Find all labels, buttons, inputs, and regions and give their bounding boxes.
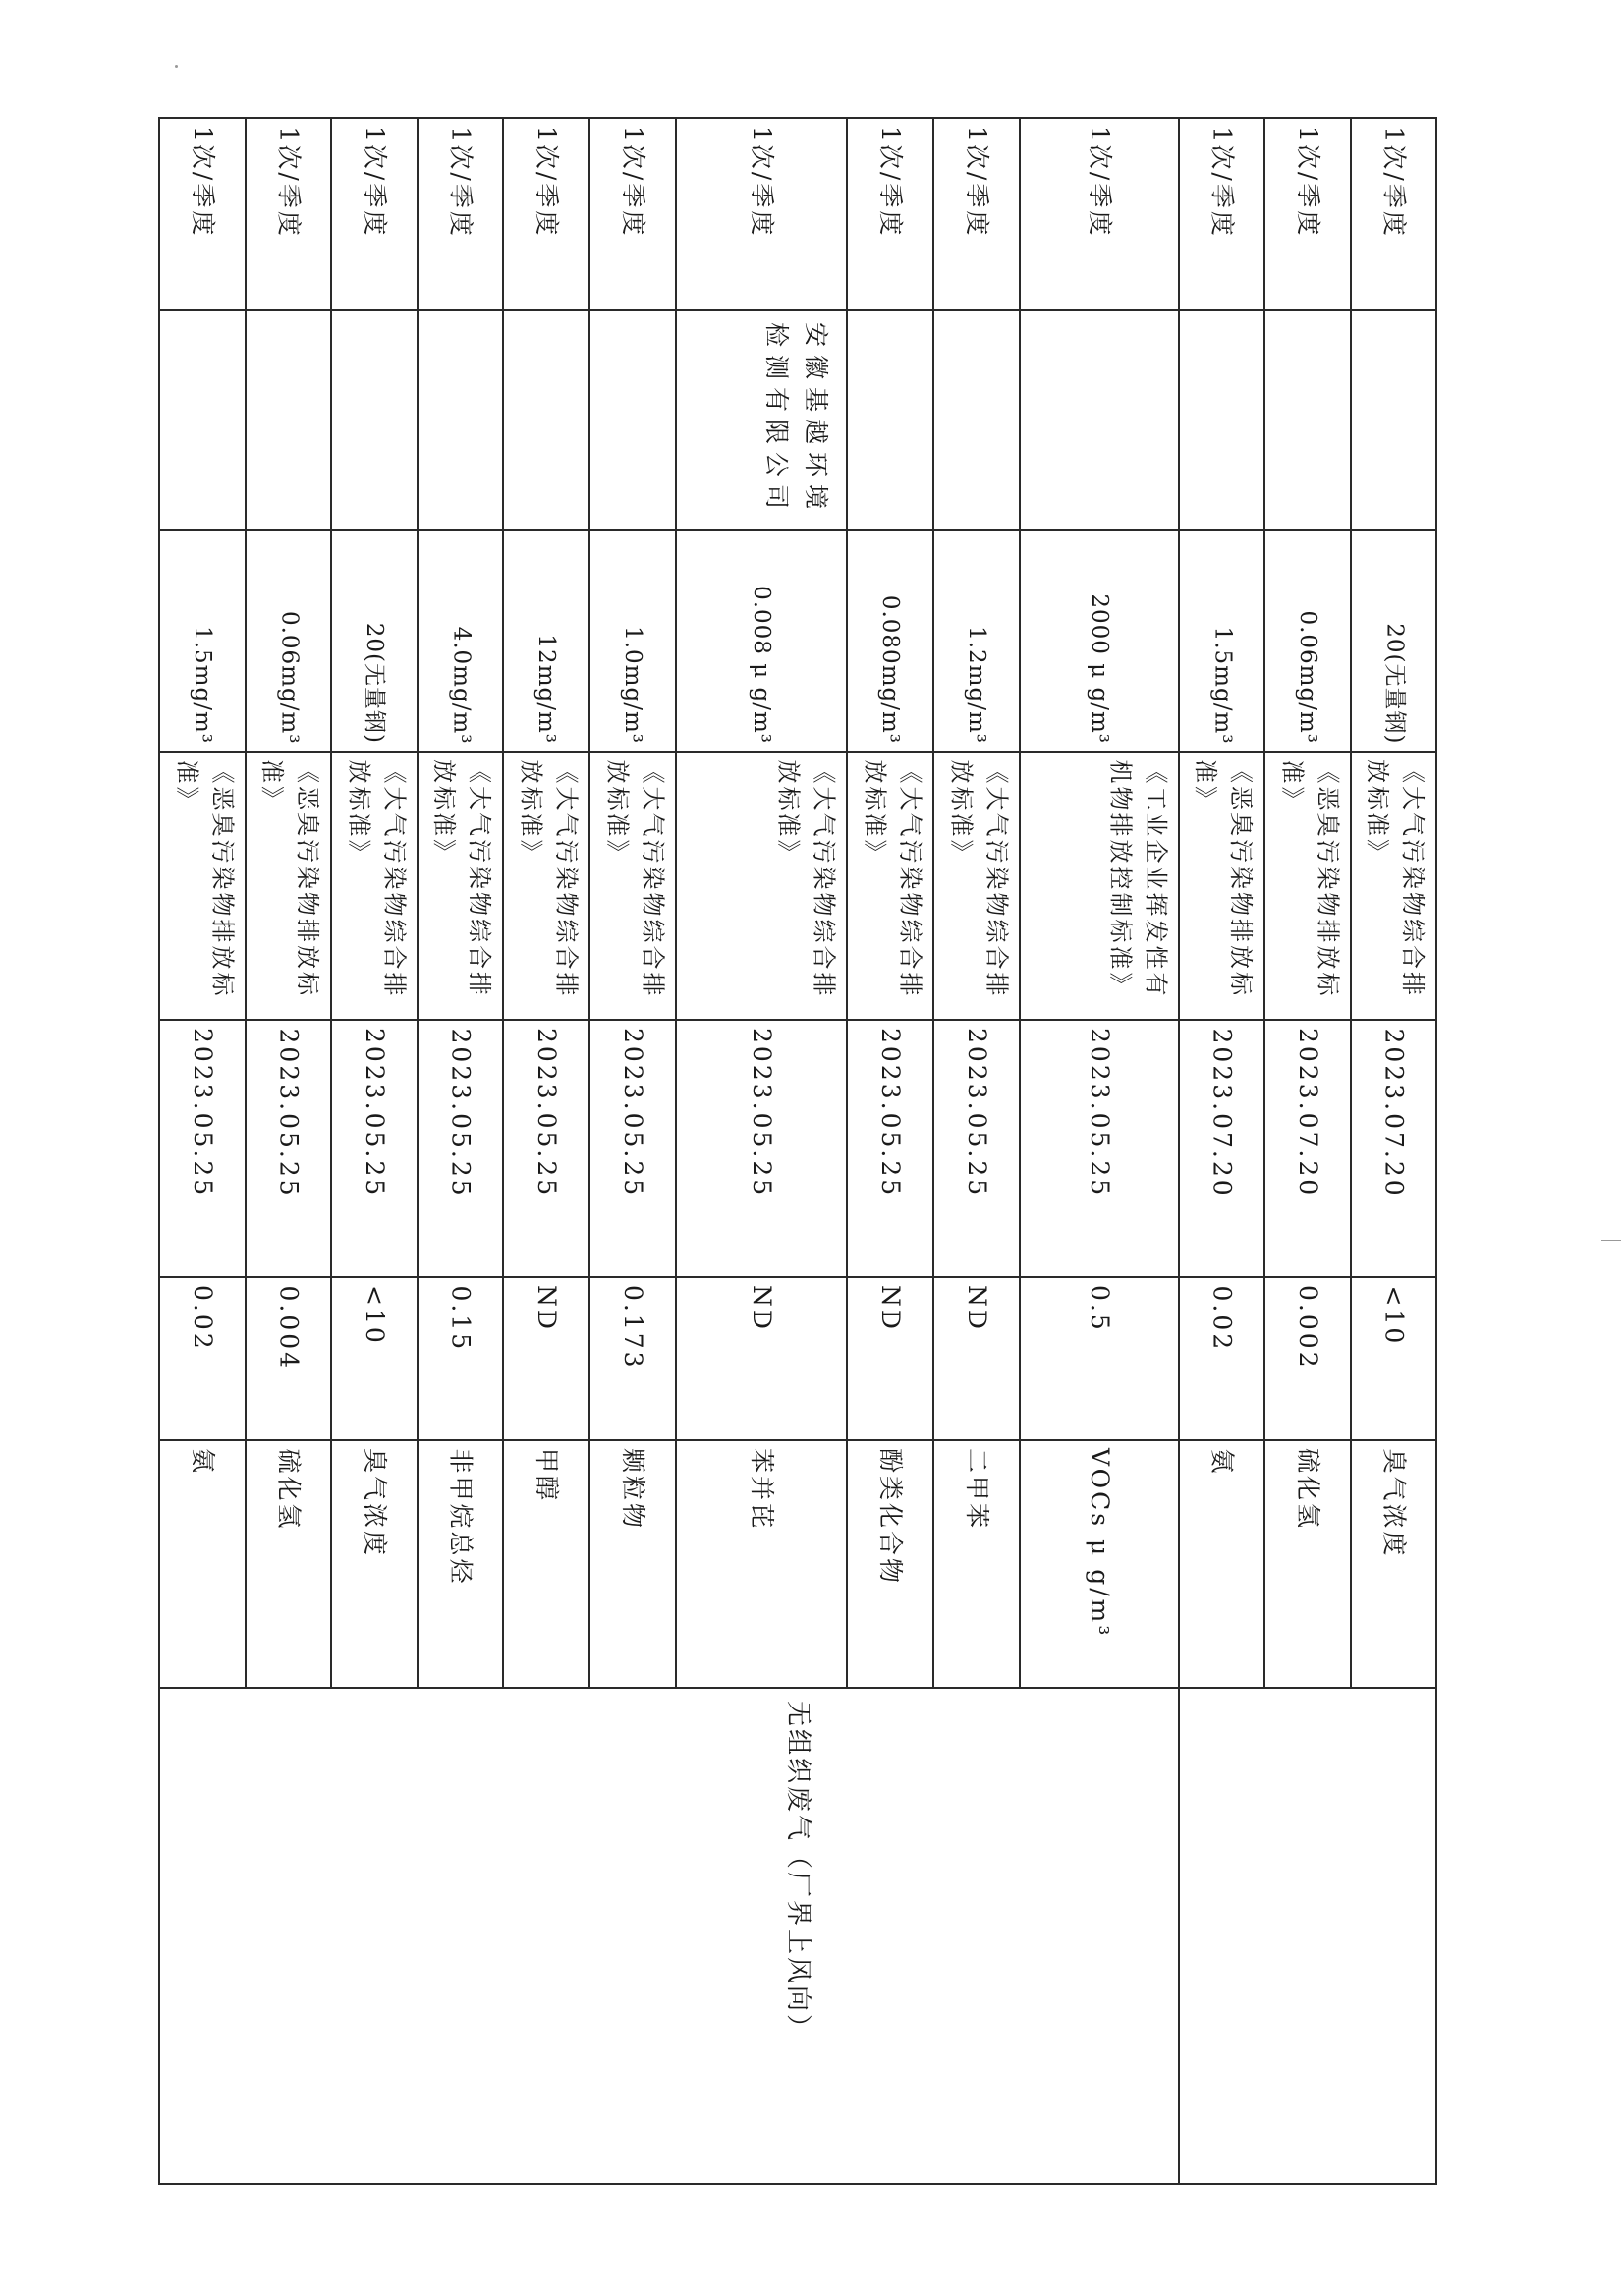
date-text: 2023.05.25 <box>963 1028 991 1199</box>
standard-text: 《大气污染物综合排放标准》 <box>517 759 580 998</box>
limit-text: 1.0mg/m³ <box>620 626 645 744</box>
cell-standard <box>246 752 331 1020</box>
cell-standard <box>1264 752 1351 1020</box>
cell-limit <box>246 530 331 752</box>
frequency-text: 1次/季度 <box>1294 126 1322 239</box>
cell-limit <box>1020 530 1179 752</box>
cell-frequency <box>1264 118 1351 310</box>
cell-standard <box>847 752 933 1020</box>
item-text: 氨 <box>1207 1448 1236 1477</box>
cell-date <box>676 1020 847 1277</box>
standard-text: 《大气污染物综合排放标准》 <box>603 759 666 998</box>
date-text: 2023.05.25 <box>274 1028 303 1199</box>
cell-standard <box>159 752 246 1020</box>
cell-value <box>418 1277 503 1440</box>
item-text: 臭气浓度 <box>1379 1448 1408 1559</box>
cell-frequency <box>589 118 676 310</box>
cell-frequency <box>503 118 589 310</box>
cell-item <box>1351 1440 1436 1688</box>
standard-text: 《大气污染物综合排放标准》 <box>947 759 1010 998</box>
item-text: 氨 <box>189 1448 217 1477</box>
cell-value <box>1264 1277 1351 1440</box>
limit-text: 2000 μ g/m³ <box>1087 593 1112 744</box>
cell-item <box>159 1440 246 1688</box>
item-text: 二甲苯 <box>963 1448 991 1532</box>
cell-date <box>246 1020 331 1277</box>
cell-item <box>847 1440 933 1688</box>
cell-frequency <box>418 118 503 310</box>
date-text: 2023.05.25 <box>189 1028 217 1199</box>
cell-standard <box>503 752 589 1020</box>
cell-standard <box>418 752 503 1020</box>
cell-limit <box>159 530 246 752</box>
cell-limit <box>589 530 676 752</box>
date-text: 2023.05.25 <box>1086 1028 1114 1199</box>
cell-item <box>503 1440 589 1688</box>
frequency-text: 1次/季度 <box>1086 126 1114 239</box>
cell-date <box>933 1020 1020 1277</box>
cell-standard <box>1020 752 1179 1020</box>
cell-value <box>1351 1277 1436 1440</box>
value-text: 0.02 <box>189 1285 217 1352</box>
frequency-text: 1次/季度 <box>189 126 217 239</box>
limit-text: 20(无量钢) <box>362 622 387 744</box>
cell-limit <box>1179 530 1264 752</box>
cell-limit <box>418 530 503 752</box>
value-text: 0.002 <box>1294 1285 1322 1371</box>
value-text: ND <box>748 1285 776 1332</box>
value-text: 0.15 <box>446 1285 475 1352</box>
cell-value <box>589 1277 676 1440</box>
cell-value <box>1179 1277 1264 1440</box>
cell-date <box>503 1020 589 1277</box>
cell-item <box>246 1440 331 1688</box>
cell-standard <box>676 752 847 1020</box>
cell-item <box>331 1440 418 1688</box>
cell-item <box>418 1440 503 1688</box>
value-text: 0.173 <box>619 1285 647 1371</box>
value-text: 0.02 <box>1207 1285 1236 1352</box>
frequency-text: 1次/季度 <box>1207 126 1236 239</box>
cell-date <box>847 1020 933 1277</box>
item-text: 臭气浓度 <box>361 1448 389 1559</box>
cell-item <box>1179 1440 1264 1688</box>
date-text: 2023.05.25 <box>619 1028 647 1199</box>
cell-value <box>503 1277 589 1440</box>
cell-date <box>159 1020 246 1277</box>
cell-item <box>1020 1440 1179 1688</box>
limit-text: 0.06mg/m³ <box>276 610 302 744</box>
standard-text: 《恶臭污染物排放标准》 <box>1278 759 1341 998</box>
cell-date <box>331 1020 418 1277</box>
standard-text: 《大气污染物综合排放标准》 <box>345 759 408 998</box>
section-label-cell <box>159 1688 1436 2184</box>
cell-frequency <box>847 118 933 310</box>
date-text: 2023.05.25 <box>361 1028 389 1199</box>
cell-item <box>676 1440 847 1688</box>
value-text: <10 <box>1379 1285 1408 1346</box>
limit-text: 0.080mg/m³ <box>877 594 903 744</box>
limit-text: 4.0mg/m³ <box>448 626 474 744</box>
standard-text: 《恶臭污染物排放标准》 <box>258 759 321 998</box>
cell-date <box>1179 1020 1264 1277</box>
cell-frequency <box>933 118 1020 310</box>
cell-limit <box>1351 530 1436 752</box>
standard-text: 《大气污染物综合排放标准》 <box>861 759 924 998</box>
limit-text: 12mg/m³ <box>533 634 559 744</box>
cell-frequency <box>1020 118 1179 310</box>
item-text: 甲醇 <box>532 1448 561 1504</box>
agency-name: 安徽基越环境检测有限公司 <box>762 321 830 517</box>
section-label: 无组织废气（厂界上风向） <box>783 1700 812 2043</box>
cell-standard <box>331 752 418 1020</box>
standard-text: 《大气污染物综合排放标准》 <box>430 759 493 998</box>
limit-text: 1.5mg/m³ <box>190 626 215 744</box>
cell-date <box>1351 1020 1436 1277</box>
standard-text: 《恶臭污染物排放标准》 <box>1192 759 1255 998</box>
date-text: 2023.07.20 <box>1207 1028 1236 1199</box>
value-text: ND <box>876 1285 905 1332</box>
frequency-text: 1次/季度 <box>361 126 389 239</box>
standard-text: 《工业企业挥发性有机物排放控制标准》 <box>1106 759 1169 998</box>
value-text: 0.004 <box>274 1285 303 1371</box>
standard-text: 《大气污染物综合排放标准》 <box>1364 759 1427 998</box>
cell-limit <box>933 530 1020 752</box>
limit-text: 20(无量钢) <box>1381 622 1407 744</box>
frequency-text: 1次/季度 <box>446 126 475 239</box>
cell-date <box>589 1020 676 1277</box>
cell-value <box>246 1277 331 1440</box>
value-text: <10 <box>361 1285 389 1346</box>
standard-text: 《恶臭污染物排放标准》 <box>173 759 236 998</box>
cell-limit <box>676 530 847 752</box>
date-text: 2023.05.25 <box>876 1028 905 1199</box>
cell-standard <box>933 752 1020 1020</box>
cell-value <box>331 1277 418 1440</box>
cell-frequency <box>159 118 246 310</box>
limit-text: 1.2mg/m³ <box>964 626 989 744</box>
cell-item <box>589 1440 676 1688</box>
cell-date <box>1020 1020 1179 1277</box>
cell-frequency <box>331 118 418 310</box>
cell-standard <box>589 752 676 1020</box>
cell-frequency <box>1351 118 1436 310</box>
limit-text: 1.5mg/m³ <box>1209 626 1235 744</box>
cell-limit <box>331 530 418 752</box>
frequency-text: 1次/季度 <box>876 126 905 239</box>
cell-limit <box>847 530 933 752</box>
date-text: 2023.07.20 <box>1294 1028 1322 1199</box>
cell-frequency <box>246 118 331 310</box>
cell-frequency <box>1179 118 1264 310</box>
item-text: 硫化氢 <box>274 1448 303 1532</box>
date-text: 2023.05.25 <box>446 1028 475 1199</box>
agency-cell <box>676 310 847 530</box>
item-text: 非甲烷总烃 <box>446 1448 475 1587</box>
cell-standard <box>1179 752 1264 1020</box>
date-text: 2023.05.25 <box>748 1028 776 1199</box>
value-text: 0.5 <box>1086 1285 1114 1333</box>
frequency-text: 1次/季度 <box>748 126 776 239</box>
cell-item <box>1264 1440 1351 1688</box>
date-text: 2023.05.25 <box>532 1028 561 1199</box>
cell-frequency <box>676 118 847 310</box>
frequency-text: 1次/季度 <box>619 126 647 239</box>
item-text: 硫化氢 <box>1294 1448 1322 1532</box>
cell-item <box>933 1440 1020 1688</box>
item-text: 酚类化合物 <box>876 1448 905 1587</box>
value-text: ND <box>963 1285 991 1332</box>
limit-text: 0.008 μ g/m³ <box>749 586 774 744</box>
cell-value <box>676 1277 847 1440</box>
item-text: 颗粒物 <box>619 1448 647 1532</box>
cell-limit <box>503 530 589 752</box>
cell-date <box>418 1020 503 1277</box>
value-text: ND <box>532 1285 561 1332</box>
cell-value <box>933 1277 1020 1440</box>
frequency-text: 1次/季度 <box>532 126 561 239</box>
cell-value <box>159 1277 246 1440</box>
frequency-text: 1次/季度 <box>1379 126 1408 239</box>
limit-text: 0.06mg/m³ <box>1295 610 1320 744</box>
frequency-text: 1次/季度 <box>274 126 303 239</box>
cell-date <box>1264 1020 1351 1277</box>
standard-text: 《大气污染物综合排放标准》 <box>774 759 837 998</box>
cell-value <box>1020 1277 1179 1440</box>
item-text: VOCs μ g/m³ <box>1086 1448 1114 1639</box>
item-text: 苯并芘 <box>748 1448 776 1532</box>
date-text: 2023.07.20 <box>1379 1028 1408 1199</box>
cell-limit <box>1264 530 1351 752</box>
frequency-text: 1次/季度 <box>963 126 991 239</box>
cell-value <box>847 1277 933 1440</box>
cell-standard <box>1351 752 1436 1020</box>
